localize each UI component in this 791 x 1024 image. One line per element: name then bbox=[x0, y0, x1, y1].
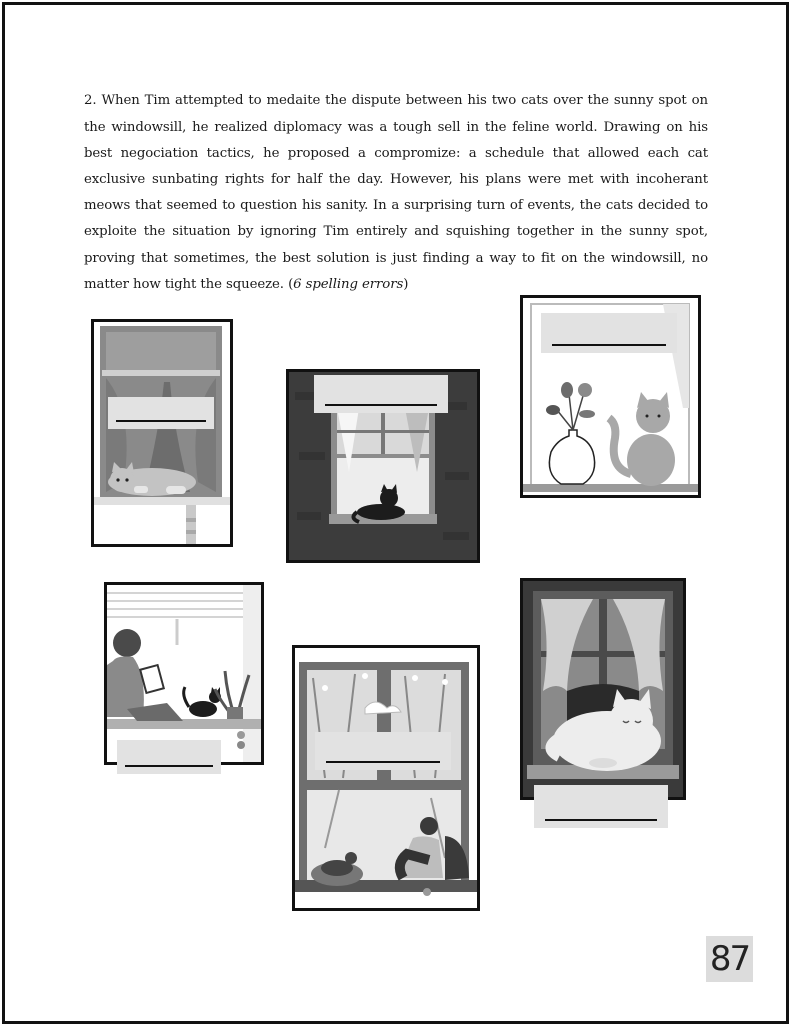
answer-line bbox=[545, 819, 658, 821]
answer-line bbox=[326, 761, 440, 763]
winter-window-girl-and-cat-illustration bbox=[295, 648, 477, 908]
cat-lying-on-windowsill-illustration bbox=[94, 322, 230, 544]
illustration-card-4 bbox=[104, 582, 264, 765]
illustration-card-1 bbox=[91, 319, 233, 547]
note-open: ( bbox=[283, 276, 294, 292]
answer-blank-6[interactable] bbox=[534, 785, 668, 828]
answer-blank-5[interactable] bbox=[315, 732, 451, 770]
illustration-card-5 bbox=[292, 645, 480, 911]
spelling-error-count: 6 spelling errors bbox=[293, 276, 404, 292]
answer-line bbox=[116, 420, 205, 422]
answer-blank-1[interactable] bbox=[108, 397, 214, 429]
answer-blank-4[interactable] bbox=[117, 740, 221, 774]
white-cat-on-window-ledge-illustration bbox=[523, 581, 683, 797]
answer-line bbox=[552, 344, 666, 346]
answer-blank-2[interactable] bbox=[314, 375, 448, 413]
answer-line bbox=[125, 765, 212, 767]
answer-line bbox=[325, 404, 438, 406]
page-number: 87 bbox=[706, 936, 753, 982]
illustration-card-6 bbox=[520, 578, 686, 800]
answer-blank-3[interactable] bbox=[541, 313, 677, 353]
exercise-text: 2. When Tim attempted to medaite the dispute between his two cats over the sunny spot on the windowsill, he realized diplomacy was a tough sell in the feline world. Drawing on his best negociation tactics, he proposed a compromize: a schedule that allowed each cat exclusive sunbating rights for half the day. However, his plans were met with incoherant meows that seemed to question his sanity. In a surprising turn of events, the cats decided to exploite the situation by ignoring Tim entirely and squishing together in the sunny spot, proving that sometimes, the best solution is just finding a way to fit on the windowsill, no matter how tight the squeeze. bbox=[84, 93, 708, 292]
exercise-paragraph bbox=[84, 88, 708, 298]
note-close: ) bbox=[403, 276, 409, 292]
girl-with-tablet-and-cat-illustration bbox=[107, 585, 261, 762]
